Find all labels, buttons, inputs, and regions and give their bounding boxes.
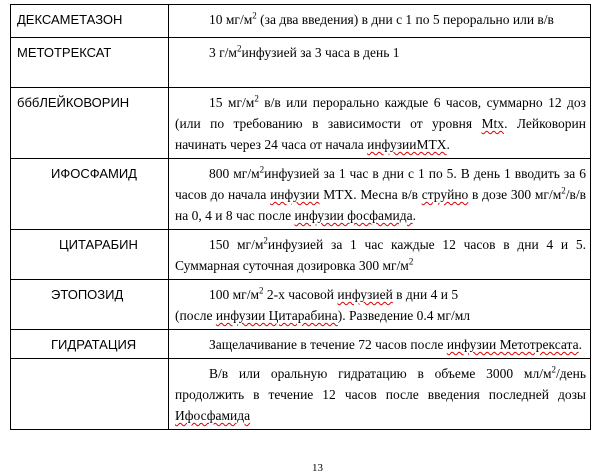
spellcheck-word: инфузией	[337, 287, 393, 302]
description-line	[175, 284, 586, 305]
page-number: 13	[312, 462, 323, 474]
superscript: 2	[408, 256, 414, 267]
text-run: .	[446, 137, 450, 152]
superscript: 2	[551, 364, 556, 375]
dosing-description	[169, 359, 591, 430]
drug-name-cell: ИФОСФАМИД	[11, 159, 169, 230]
spellcheck-word: инфузии Метотрексата	[446, 337, 579, 352]
text-run: 3 г/м	[209, 45, 237, 60]
table-row	[11, 159, 591, 230]
dosing-table	[10, 4, 591, 430]
dosing-description	[169, 230, 591, 280]
superscript: 2	[252, 10, 257, 21]
drug-name-cell: ЭТОПОЗИД	[11, 280, 169, 330]
spellcheck-word: струйно	[421, 187, 469, 202]
dosing-description	[169, 159, 591, 230]
superscript: 2	[236, 43, 242, 54]
text-run: Защелачивание в течение 72 часов после	[209, 337, 447, 352]
text-run: 2-х часовой	[263, 287, 338, 302]
text-run: 800 мг/м	[209, 166, 260, 181]
text-run: .	[578, 337, 582, 352]
text-run: /день продолжить в течение 12 часов после введения последней дозы	[175, 366, 586, 402]
text-run: 15 мг/м	[209, 95, 255, 110]
superscript: 2	[263, 235, 268, 246]
dosing-description	[169, 330, 591, 359]
superscript: 2	[561, 185, 566, 196]
text-run: (за два введения) в дни с 1 по 5 перорально или в/в	[256, 12, 554, 27]
spellcheck-word: инфузии фосфамида	[294, 208, 413, 223]
spellcheck-word: инфузии	[270, 187, 320, 202]
table-row	[11, 230, 591, 280]
table-row	[11, 280, 591, 330]
drug-name-cell: МЕТОТРЕКСАТ	[11, 38, 169, 88]
text-run: 150 мг/м	[209, 237, 264, 252]
description-line	[175, 305, 586, 326]
drug-name-cell: бббЛЕЙКОВОРИН	[11, 88, 169, 159]
text-run: инфузией за 3 часа в день 1	[241, 45, 400, 60]
text-run: в/в или перорально каждые 6 часов, суммарно 12 доз (или по требованию в зависимости от уровня	[175, 95, 586, 131]
text-run: 10 мг/м	[209, 12, 253, 27]
drug-name-cell	[11, 359, 169, 430]
text-run: /в/в на 0, 4 и 8 час после	[175, 187, 586, 223]
text-run: 100 мг/м	[209, 287, 259, 302]
dosing-description	[169, 38, 591, 88]
superscript: 2	[254, 93, 259, 104]
drug-name-cell: ДЕКСАМЕТАЗОН	[11, 5, 169, 38]
superscript: 2	[259, 164, 265, 175]
text-run: в дни 4 и 5	[392, 287, 459, 302]
text-run: . Лейковорин начинать через 24 часа от начала	[175, 116, 586, 152]
text-run: (после	[175, 308, 216, 323]
text-run: ). Разведение 0.4 мг/мл	[337, 308, 470, 323]
text-run: В/в или оральную гидратацию в объеме 3000 мл/м	[209, 366, 552, 381]
drug-name-cell: ЦИТАРАБИН	[11, 230, 169, 280]
table-row	[11, 38, 591, 88]
spellcheck-word: инфузииМТХ	[367, 137, 447, 152]
table-row	[11, 88, 591, 159]
table-row	[11, 5, 591, 38]
text-run: МТХ. Месна в/в	[319, 187, 422, 202]
dosing-description	[169, 5, 591, 38]
spellcheck-word: Ифосфамида	[175, 408, 251, 423]
spellcheck-word: инфузии Цитарабина	[215, 308, 338, 323]
drug-name-cell: ГИДРАТАЦИЯ	[11, 330, 169, 359]
dosing-description	[169, 88, 591, 159]
text-run: .	[412, 208, 416, 223]
spellcheck-word: Mtx	[481, 116, 505, 131]
dosing-description	[169, 280, 591, 330]
text-run: в дозе 300 мг/м	[468, 187, 562, 202]
superscript: 2	[259, 285, 264, 296]
text-run: инфузией за 1 час каждые 12 часов в дни 4 и 5. Суммарная суточная дозировка 300 мг/м	[175, 237, 587, 273]
text-run: инфузией за 1 час в дни с 1 по 5. В день 1 вводить за 6 часов до начала	[175, 166, 586, 202]
table-row	[11, 330, 591, 359]
table-row	[11, 359, 591, 430]
